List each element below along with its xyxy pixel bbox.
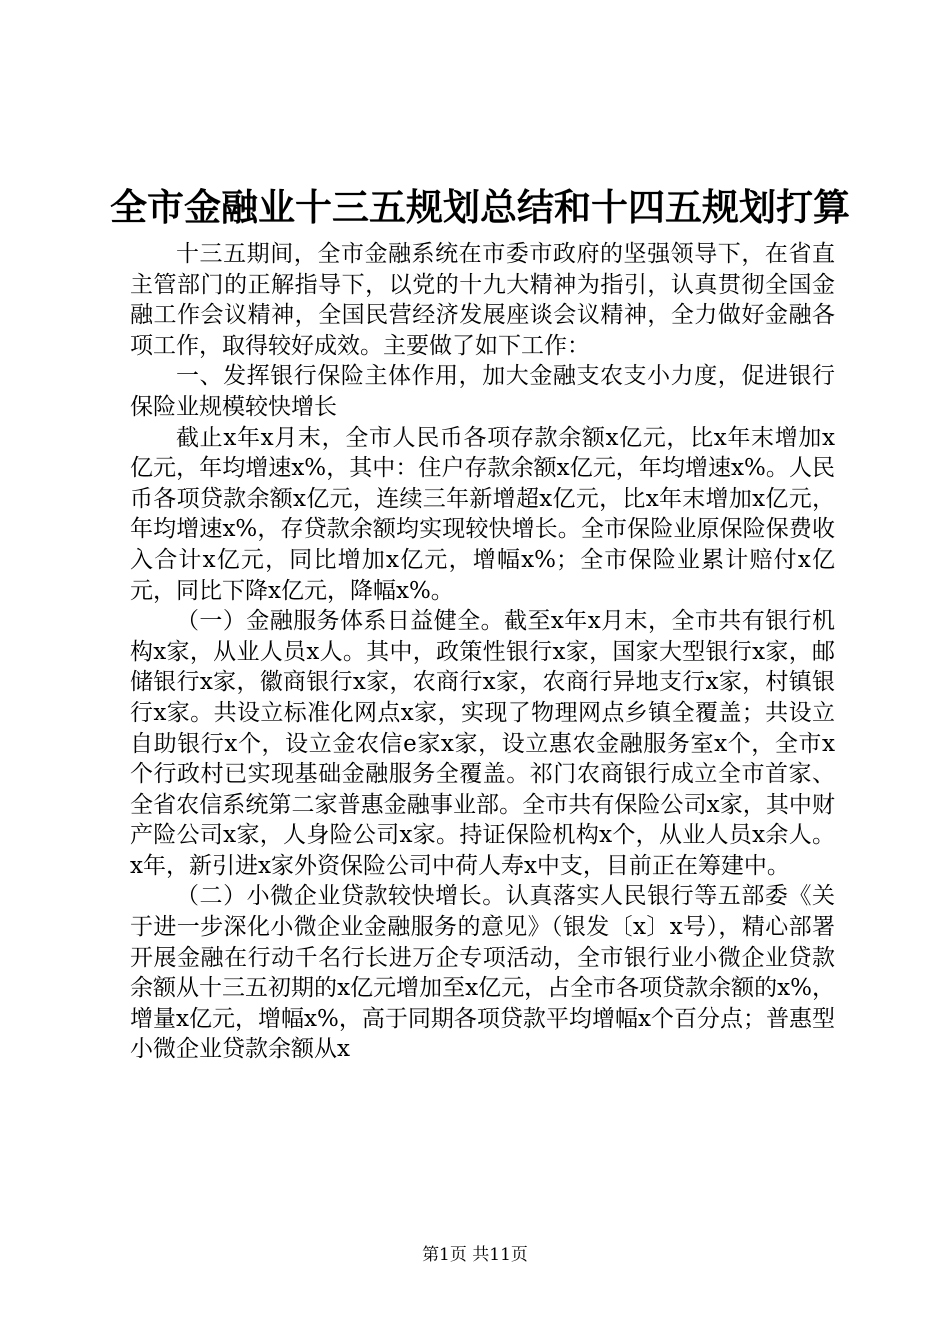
paragraph-intro: 十三五期间，全市金融系统在市委市政府的坚强领导下，在省直主管部门的正解指导下，以党的十九大精神为指引，认真贯彻全国金融工作会议精神，全国民营经济发展座谈会议精神，全力做好金融各项工作，取得较好成效。主要做了如下工作： [130,241,835,359]
document-body [130,239,835,1065]
paragraph-service-system: （一）金融服务体系日益健全。截至x年x月末，全市共有银行机构x家，从业人员x人。其中，政策性银行x家，国家大型银行x家，邮储银行x家，徽商银行x家，农商行x家，农商行异地支行x家，村镇银行x家。共设立标准化网点x家，实现了物理网点乡镇全覆盖；共设立自助银行x个，设立金农信e家x家，设立惠农金融服务室x个，全市x个行政村已实现基础金融服务全覆盖。祁门农商银行成立全市首家、全省农信系统第二家普惠金融事业部。全市共有保险公司x家，其中财产险公司x家，人身险公司x家。持证保险机构x个，从业人员x余人。x年，新引进x家外资保险公司中荷人寿x中支，目前正在筹建中。 [130,608,835,879]
paragraph-section-heading: 一、发挥银行保险主体作用，加大金融支农支小力度，促进银行保险业规模较快增长 [130,363,835,420]
paragraph-small-business-loans: （二）小微企业贷款较快增长。认真落实人民银行等五部委《关于进一步深化小微企业金融服务的意见》（银发〔x〕x号），精心部署开展金融在行动千名行长进万企专项活动，全市银行业小微企业贷款余额从十三五初期的x亿元增加至x亿元，占全市各项贷款余额的x%，增量x亿元，增幅x%，高于同期各项贷款平均增幅x个百分点；普惠型小微企业贷款余额从x [130,883,835,1063]
page-footer: 第1页 共11页 [422,1245,528,1265]
paragraph-deposits: 截止x年x月末，全市人民币各项存款余额x亿元，比x年末增加x亿元，年均增速x%，其中：住户存款余额x亿元，年均增速x%。人民币各项贷款余额x亿元，连续三年新增超x亿元，比x年末增加x亿元，年均增速x%，存贷款余额均实现较快增长。全市保险业原保险保费收入合计x亿元，同比增加x亿元，增幅x%；全市保险业累计赔付x亿元，同比下降x亿元，降幅x%。 [130,424,835,604]
document-title: 全市金融业十三五规划总结和十四五规划打算 [110,185,850,229]
